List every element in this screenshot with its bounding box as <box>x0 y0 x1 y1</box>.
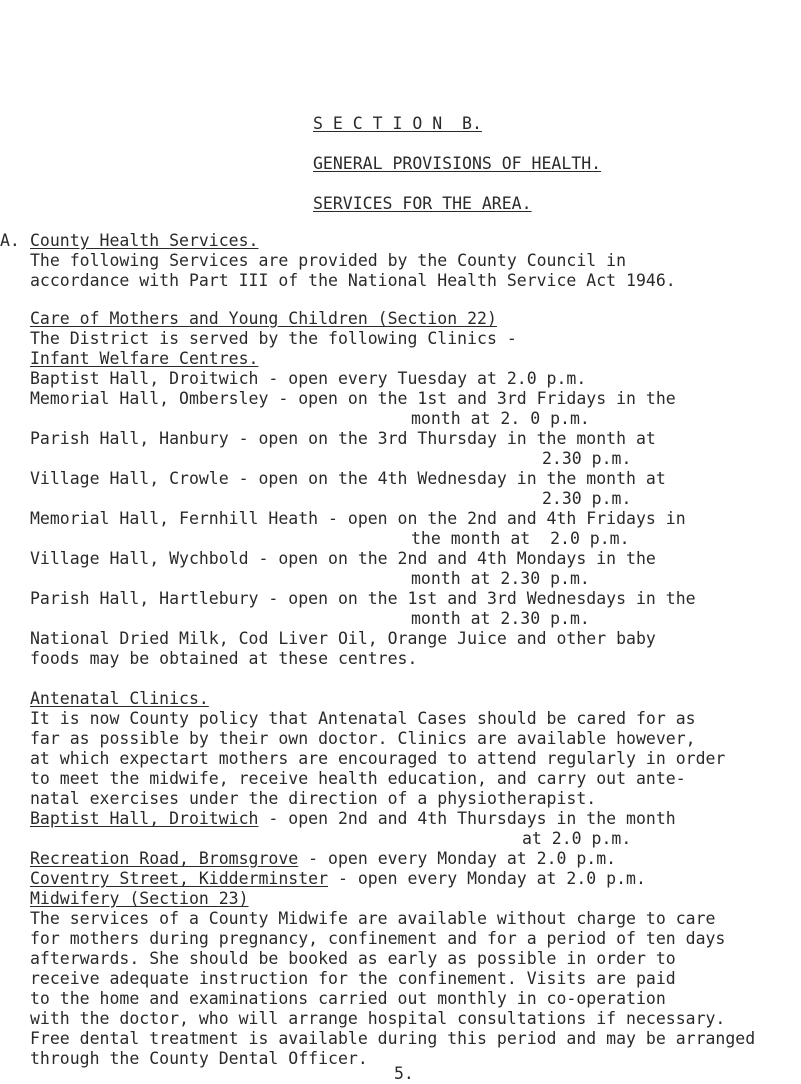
antenatal-clinic <box>30 849 616 869</box>
clinic-details: - open every Monday at 2.0 p.m. <box>328 869 646 888</box>
clinic-entry: Parish Hall, Hanbury - open on the 3rd Thursday in the month at <box>30 429 656 448</box>
part-letter: A. <box>0 231 20 250</box>
clinic-place: Baptist Hall, Droitwich <box>30 809 259 828</box>
clinic-details: - open every Monday at 2.0 p.m. <box>298 849 617 868</box>
baby-foods-line: foods may be obtained at these centres. <box>30 649 418 668</box>
clinic-entry: Village Hall, Crowle - open on the 4th Wednesday in the month at <box>30 469 666 488</box>
clinic-details: - open 2nd and 4th Thursdays in the month <box>258 809 676 828</box>
clinic-place: Coventry Street, Kidderminster <box>30 869 329 888</box>
antenatal-text: natal exercises under the direction of a physiotherapist. <box>30 789 597 808</box>
midwifery-text: to the home and examinations carried out monthly in co-operation <box>30 989 666 1008</box>
midwifery-text: Free dental treatment is available during this period and may be arranged <box>30 1029 756 1048</box>
clinic-entry-cont: 2.30 p.m. <box>542 489 632 508</box>
clinic-entry: Memorial Hall, Ombersley - open on the 1st and 3rd Fridays in the <box>30 389 676 408</box>
clinic-place: Recreation Road, Bromsgrove <box>30 849 299 868</box>
clinic-entry: Village Hall, Wychbold - open on the 2nd and 4th Mondays in the <box>30 549 656 568</box>
intro-line: The following Services are provided by the County Council in <box>30 251 627 270</box>
document-title: GENERAL PROVISIONS OF HEALTH. <box>313 154 602 173</box>
clinic-entry-cont: month at 2. 0 p.m. <box>411 409 590 428</box>
clinic-entry-cont: month at 2.30 p.m. <box>411 569 590 588</box>
intro-line: accordance with Part III of the National Health Service Act 1946. <box>30 271 676 290</box>
midwifery-text: through the County Dental Officer. <box>30 1049 368 1068</box>
antenatal-text: to meet the midwife, receive health education, and carry out ante- <box>30 769 686 788</box>
care-of-mothers-heading: Care of Mothers and Young Children (Section 22) <box>30 309 497 328</box>
antenatal-clinic <box>30 869 646 889</box>
document-subtitle: SERVICES FOR THE AREA. <box>313 194 532 213</box>
antenatal-heading: Antenatal Clinics. <box>30 689 209 708</box>
baby-foods-line: National Dried Milk, Cod Liver Oil, Orange Juice and other baby <box>30 629 656 648</box>
clinics-intro: The District is served by the following Clinics - <box>30 329 517 348</box>
midwifery-text: The services of a County Midwife are available without charge to care <box>30 909 716 928</box>
clinic-entry-cont: 2.30 p.m. <box>542 449 632 468</box>
antenatal-clinic <box>30 809 676 829</box>
page-number: 5. <box>394 1064 414 1083</box>
clinic-entry: Memorial Hall, Fernhill Heath - open on the 2nd and 4th Fridays in <box>30 509 686 528</box>
midwifery-text: with the doctor, who will arrange hospital consultations if necessary. <box>30 1009 726 1028</box>
county-health-services-heading: County Health Services. <box>30 231 259 250</box>
antenatal-text: at which expectart mothers are encouraged to attend regularly in order <box>30 749 726 768</box>
midwifery-heading: Midwifery (Section 23) <box>30 889 249 908</box>
midwifery-text: afterwards. She should be booked as early as possible in order to <box>30 949 676 968</box>
antenatal-clinic-time: at 2.0 p.m. <box>522 829 632 848</box>
clinic-entry-cont: month at 2.30 p.m. <box>411 609 590 628</box>
infant-welfare-heading: Infant Welfare Centres. <box>30 349 259 368</box>
midwifery-text: receive adequate instruction for the confinement. Visits are paid <box>30 969 676 988</box>
section-heading: S E C T I O N B. <box>313 114 482 133</box>
clinic-entry: Parish Hall, Hartlebury - open on the 1st and 3rd Wednesdays in the <box>30 589 696 608</box>
clinic-entry: Baptist Hall, Droitwich - open every Tuesday at 2.0 p.m. <box>30 369 587 388</box>
antenatal-text: It is now County policy that Antenatal Cases should be cared for as <box>30 709 696 728</box>
midwifery-text: for mothers during pregnancy, confinement and for a period of ten days <box>30 929 726 948</box>
antenatal-text: far as possible by their own doctor. Clinics are available however, <box>30 729 696 748</box>
clinic-entry-cont: the month at 2.0 p.m. <box>411 529 630 548</box>
